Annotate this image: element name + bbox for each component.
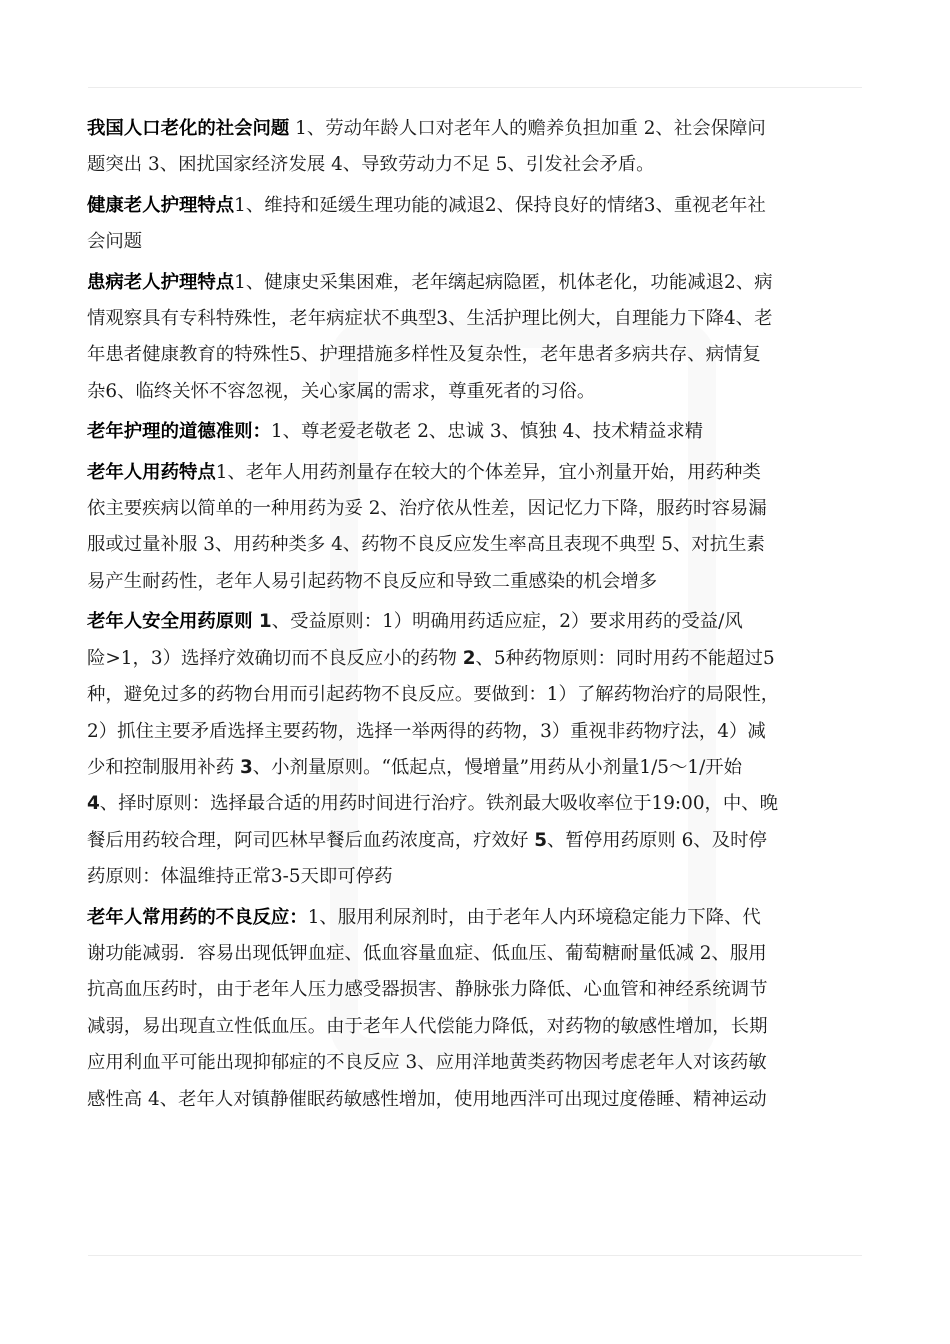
principle-number: 5 bbox=[534, 829, 548, 851]
section-heading: 老年护理的道德准则： bbox=[87, 421, 271, 443]
principle-number: 2 bbox=[462, 647, 476, 669]
footer-rule bbox=[88, 1255, 862, 1256]
section-text: 药原则：体温维持正常3-5天即可停药 bbox=[87, 866, 393, 888]
section-text: 少和控制服用补药 bbox=[87, 756, 240, 778]
section-text: 、5种药物原则：同时用药不能超过5 bbox=[475, 647, 775, 669]
principle-number: 4 bbox=[87, 793, 100, 815]
section-text: 1、服用利尿剂时，由于老年人内环境稳定能力下降、代 bbox=[307, 906, 761, 928]
section-sick-elderly-care bbox=[87, 265, 877, 411]
section-text: 依主要疾病以简单的一种用药为妥 2、治疗依从性差，因记忆力下降，服药时容易漏 bbox=[87, 498, 767, 520]
section-text: 谢功能减弱．容易出现低钾血症、低血容量血症、低血压、葡萄糖耐量低减 2、服用 bbox=[87, 942, 767, 964]
section-text: 1、劳动年龄人口对老年人的赡养负担加重 2、社会保障问 bbox=[289, 118, 766, 139]
principle-number: 3 bbox=[239, 756, 253, 778]
section-text: 、择时原则：选择最合适的用药时间进行治疗。铁剂最大吸收率位于19:00，中、晚 bbox=[99, 793, 779, 815]
section-nursing-ethics bbox=[87, 414, 877, 450]
section-text: 餐后用药较合理，阿司匹林早餐后血药浓度高，疗效好 bbox=[87, 829, 535, 851]
section-heading: 老年人安全用药原则 bbox=[87, 611, 253, 633]
section-healthy-elderly-care bbox=[87, 188, 877, 261]
section-text: 1、健康史采集困难，老年缡起病隐匿，机体老化，功能减退2、病 bbox=[234, 271, 773, 293]
section-aging-social-problems bbox=[87, 111, 877, 184]
section-text: 、小剂量原则。“低起点，慢增量”用药从小剂量1/5～1/开始 bbox=[252, 756, 743, 778]
section-text: 服或过量补服 3、用药种类多 4、药物不良反应发生率高且表现不典型 5、对抗生素 bbox=[87, 534, 765, 556]
section-adverse-reactions bbox=[87, 900, 877, 1118]
principle-number: 1 bbox=[252, 611, 272, 633]
section-text: 险>1，3）选择疗效确切而不良反应小的药物 bbox=[87, 647, 463, 669]
section-text: 年患者健康教育的特殊性5、护理措施多样性及复杂性，老年患者多病共存、病情复 bbox=[87, 344, 761, 366]
section-text: 应用利血平可能出现抑郁症的不良反应 3、应用洋地黄类药物因考虑老年人对该药敏 bbox=[87, 1052, 767, 1074]
section-heading: 老年人常用药的不良反应： bbox=[87, 906, 308, 928]
section-heading: 患病老人护理特点 bbox=[87, 271, 235, 293]
section-safe-medication-principles bbox=[87, 604, 877, 895]
section-text: 会问题 bbox=[87, 231, 143, 253]
section-heading: 健康老人护理特点 bbox=[87, 194, 235, 216]
section-text: 题突出 3、困扰国家经济发展 4、导致劳动力不足 5、引发社会矛盾。 bbox=[87, 154, 655, 176]
section-text: 杂6、临终关怀不容忽视，关心家属的需求，尊重死者的习俗。 bbox=[87, 380, 596, 402]
section-text: 、暂停用药原则 6、及时停 bbox=[547, 829, 767, 851]
section-text: 2）抓住主要矛盾选择主要药物，选择一举两得的药物，3）重视非药物疗法，4）减 bbox=[87, 720, 766, 742]
section-text: 1、尊老爱老敬老 2、忠诚 3、慎独 4、技术精益求精 bbox=[270, 421, 704, 443]
section-medication-features bbox=[87, 455, 877, 601]
section-text: 易产生耐药性，老年人易引起药物不良反应和导致二重感染的机会增多 bbox=[87, 570, 658, 592]
section-heading: 我国人口老化的社会问题 bbox=[87, 118, 290, 139]
section-text: 抗高血压药时，由于老年人压力感受器损害、静脉张力降低、心血管和神经系统调节 bbox=[87, 979, 768, 1001]
section-heading: 老年人用药特点 bbox=[87, 461, 216, 483]
section-text: 1、维持和延缓生理功能的减退2、保持良好的情绪3、重视老年社 bbox=[234, 194, 766, 216]
section-text: 种，避免过多的药物台用而引起药物不良反应。要做到：1）了解药物治疗的局限性， bbox=[87, 684, 780, 706]
section-text: 感性高 4、老年人对镇静催眠药敏感性增加，使用地西泮可出现过度倦睡、精神运动 bbox=[87, 1088, 767, 1110]
section-text: 情观察具有专科特殊性，老年病症状不典型3、生活护理比例大，自理能力下降4、老 bbox=[87, 308, 773, 330]
section-text: 减弱，易出现直立性低血压。由于老年人代偿能力降低，对药物的敏感性增加，长期 bbox=[87, 1015, 768, 1037]
document-body bbox=[87, 111, 877, 1122]
header-rule bbox=[88, 87, 862, 88]
section-text: 、受益原则：1）明确用药适应症，2）要求用药的受益/风 bbox=[271, 611, 743, 633]
section-text: 1、老年人用药剂量存在较大的个体差异，宜小剂量开始，用药种类 bbox=[215, 461, 761, 483]
